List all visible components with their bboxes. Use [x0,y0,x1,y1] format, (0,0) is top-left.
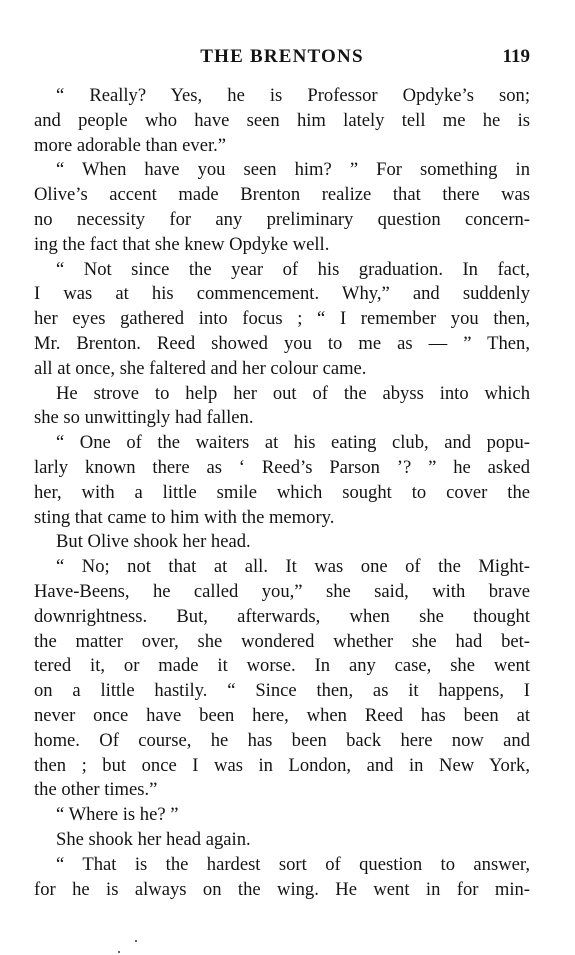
text-line: the matter over, she wondered whether she had bet- [34,630,530,652]
text-line: “ Where is he? ” [56,804,179,826]
text-line: “ No; not that at all. It was one of the Might- [56,556,530,578]
text-line: all at once, she faltered and her colour came. [34,357,367,379]
text-line: “ Really? Yes, he is Professor Opdyke’s son; [56,85,530,106]
text-line: then ; but once I was in London, and in New York, [34,754,530,776]
text-line: Have-Beens, he called you,” she said, with brave [34,580,530,602]
text-line: “ One of the waiters at his eating club, and popu- [56,432,530,454]
page-header [34,46,530,76]
text-line: never once have been here, when Reed has been at [34,704,530,726]
running-title: THE BRENTONS [200,46,364,67]
text-line: for he is always on the wing. He went in for min- [34,878,530,900]
text-line: her, with a little smile which sought to cover the [34,481,530,503]
text-line: I was at his commencement. Why,” and suddenly [34,283,530,305]
text-line: Mr. Brenton. Reed showed you to me as — ” Then, [34,332,530,354]
text-line: But Olive shook her head. [56,531,251,553]
text-line: and people who have seen him lately tell me he is [34,109,530,131]
body-text [34,84,530,902]
text-line: tered it, or made it worse. In any case, she went [34,655,530,677]
text-line: downrightness. But, afterwards, when she thought [34,605,530,627]
text-line: more adorable than ever.” [34,134,227,156]
print-speck [135,940,137,942]
text-line: she so unwittingly had fallen. [34,407,254,429]
print-speck [118,951,120,953]
text-line: Olive’s accent made Brenton realize that there was [34,184,530,206]
text-line: sting that came to him with the memory. [34,506,335,528]
text-line: She shook her head again. [56,828,251,850]
text-line: “ Not since the year of his graduation. In fact, [56,258,530,280]
text-line: He strove to help her out of the abyss into which [56,382,530,404]
text-line: “ That is the hardest sort of question to answer, [56,853,530,875]
text-line: home. Of course, he has been back here now and [34,729,530,751]
text-line: no necessity for any preliminary question concern- [34,208,530,230]
text-line: larly known there as ‘ Reed’s Parson ’? ” he asked [34,456,530,478]
text-line: her eyes gathered into focus ; “ I remember you then, [34,308,530,330]
text-line: “ When have you seen him? ” For something in [56,159,530,181]
page-number: 119 [502,46,530,67]
text-line: ing the fact that she knew Opdyke well. [34,233,330,255]
text-line: on a little hastily. “ Since then, as it happens, I [34,680,530,702]
text-line: the other times.” [34,779,158,801]
